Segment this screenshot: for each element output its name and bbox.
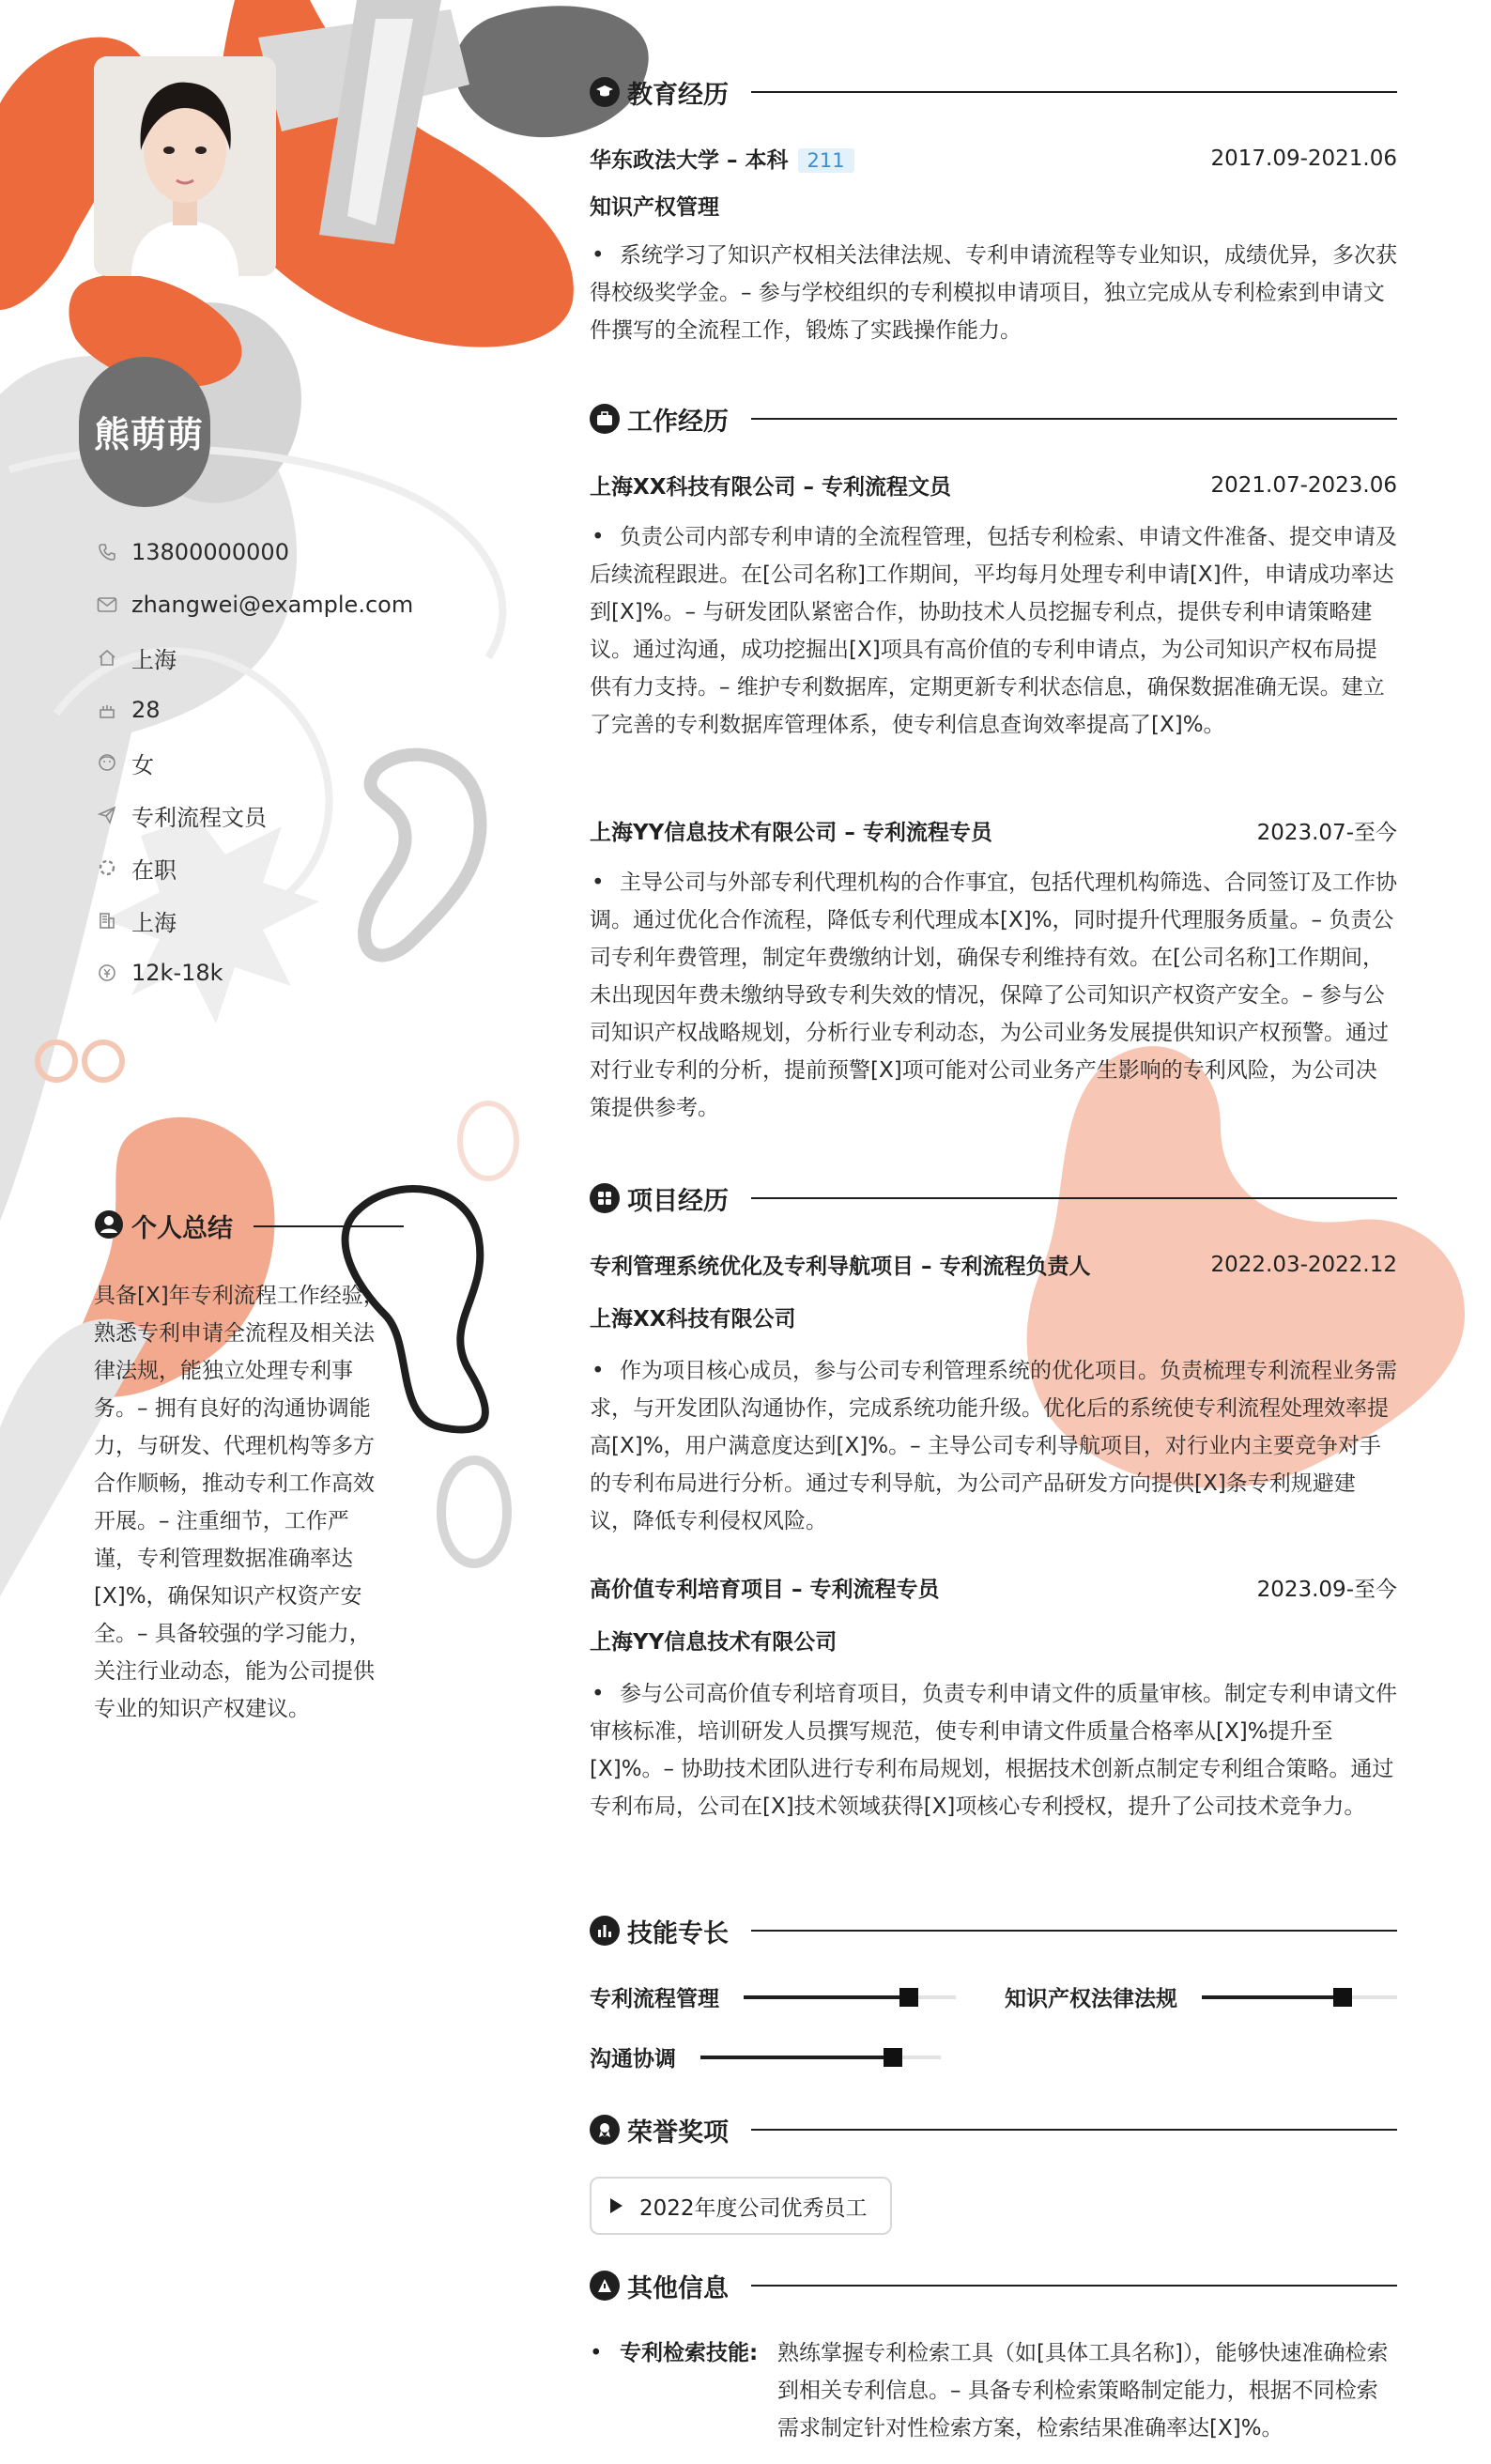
skill-level-bar	[700, 2056, 941, 2059]
project-date: 2022.03-2022.12	[1210, 1252, 1397, 1277]
skill-level-fill	[700, 2056, 893, 2059]
cake-icon	[94, 697, 120, 723]
contact-status	[94, 841, 413, 894]
bullet: •	[590, 2341, 603, 2365]
contact-list	[94, 526, 413, 999]
contact-age	[94, 684, 413, 736]
skill-level-fill	[744, 1995, 909, 1999]
project-company: 上海XX科技有限公司	[590, 1307, 796, 1332]
other-value: 熟练掌握专利检索工具（如[具体工具名称]），能够快速准确检索到相关专利信息。– 具备专利检索策略制定能力，根据不同检索需求制定针对性检索方案，检索结果准确率达[X]%。	[777, 2341, 1389, 2441]
send-icon	[94, 802, 120, 828]
home-icon	[94, 644, 120, 670]
avatar-photo	[94, 56, 276, 276]
info-icon	[590, 2271, 620, 2301]
skill-level-fill	[1202, 1995, 1343, 1999]
gender-icon	[94, 749, 120, 776]
skills-title: 技能专长	[627, 1918, 729, 1948]
skill-name: 专利流程管理	[590, 1987, 719, 2011]
work-company: 上海YY信息技术有限公司 – 专利流程专员	[590, 821, 992, 845]
other-item	[590, 2334, 1397, 2447]
candidate-name: 熊萌萌	[94, 414, 205, 455]
education-major: 知识产权管理	[590, 195, 719, 220]
skill-level-knob	[899, 1988, 918, 2007]
grid-icon	[590, 1183, 620, 1213]
projects-header	[590, 1179, 1397, 1217]
mail-icon	[94, 592, 120, 618]
status-text: 在职	[131, 856, 177, 884]
summary-header	[94, 1208, 404, 1244]
skill-item	[590, 1981, 956, 2012]
work-date: 2023.07-至今	[1256, 821, 1397, 845]
portrait-illustration	[94, 56, 276, 276]
work-divider	[751, 418, 1397, 420]
school-line	[590, 143, 854, 174]
skill-item	[1005, 1981, 1397, 2012]
gray-ring	[441, 1460, 507, 1563]
contact-phone	[94, 526, 413, 578]
summary-text: 具备[X]年专利流程工作经验，熟悉专利申请全流程及相关法律法规，能独立处理专利事务。– 拥有良好的沟通协调能力，与研发、代理机构等多方合作顺畅，推动专利工作高效开展。– 注重细节，工作严谨，专利管理数据准确率达[X]%，确保知识产权资产安全。– 具备较强的学习能力，关注行业动态，能为公司提供专业的知识产权建议。	[94, 1284, 385, 1721]
work-entry-header	[590, 815, 1397, 846]
education-description: • 系统学习了知识产权相关法律法规、专利申请流程等专业知识，成绩优异，多次获得校级奖学金。– 参与学校组织的专利模拟申请项目，独立完成从专利检索到申请文件撰写的全流程工作，锻炼了实践操作能力。	[590, 237, 1397, 349]
work-description: • 主导公司与外部专利代理机构的合作事宜，包括代理机构筛选、合同签订及工作协调。通过优化合作流程，降低专利代理成本[X]%，同时提升代理服务质量。– 负责公司专利年费管理，制定年费缴纳计划，确保专利维持有效。在[公司名称]工作期间，未出现因年费未缴纳导致专利失效的情况，保障了公司知识产权资产安全。– 参与公司知识产权战略规划，分析行业专利动态，为公司业务发展提供知识产权预警。通过对行业专利的分析，提前预警[X]项可能对公司业务产生影响的专利风险，为公司决策提供参考。	[590, 864, 1397, 1127]
project-description: • 作为项目核心成员，参与公司专利管理系统的优化项目。负责梳理专利流程业务需求，与开发团队沟通协作，完成系统功能升级。优化后的系统使专利流程处理效率提高[X]%，用户满意度达到[X]%。– 主导公司专利导航项目，对行业内主要竞争对手的专利布局进行分析。通过专利导航，为公司产品研发方向提供[X]条专利规避建议，降低专利侵权风险。	[590, 1352, 1397, 1540]
education-entry-header	[590, 143, 1397, 174]
salary-text: 12k-18k	[131, 960, 223, 986]
education-header	[590, 73, 1397, 111]
skill-level-knob	[1333, 1988, 1352, 2007]
education-title: 教育经历	[627, 80, 729, 110]
work-entry-header	[590, 470, 1397, 500]
phone-text: 13800000000	[131, 539, 289, 565]
project-company: 上海YY信息技术有限公司	[590, 1630, 838, 1655]
other-key: 专利检索技能:	[620, 2341, 759, 2365]
project-entry-header	[590, 1249, 1397, 1280]
award-tag	[590, 2177, 892, 2235]
projects-title: 项目经历	[627, 1186, 729, 1216]
work-header	[590, 400, 1397, 438]
contact-position	[94, 789, 413, 841]
skill-name: 沟通协调	[590, 2047, 676, 2071]
bar-chart-icon	[590, 1916, 620, 1946]
education-date: 2017.09-2021.06	[1210, 146, 1397, 171]
gender-text: 女	[131, 751, 154, 778]
phone-icon	[94, 539, 120, 565]
project-name: 专利管理系统优化及专利导航项目 – 专利流程负责人	[590, 1255, 1091, 1279]
summary-title: 个人总结	[131, 1214, 233, 1243]
gray-blob	[454, 6, 649, 137]
work-title: 工作经历	[627, 407, 729, 437]
outline-circle	[460, 1103, 516, 1178]
graduation-cap-icon	[590, 77, 620, 107]
skill-level-knob	[884, 2048, 902, 2067]
contact-email	[94, 578, 413, 631]
work-date: 2021.07-2023.06	[1210, 472, 1397, 498]
play-icon	[610, 2198, 623, 2213]
age-text: 28	[131, 697, 161, 723]
education-divider	[751, 91, 1397, 93]
projects-divider	[751, 1197, 1397, 1199]
skills-divider	[751, 1930, 1397, 1932]
award-icon	[590, 2115, 620, 2145]
work-company: 上海XX科技有限公司 – 专利流程文员	[590, 475, 951, 500]
other-header	[590, 2267, 1397, 2304]
contact-city	[94, 631, 413, 684]
status-icon	[94, 855, 120, 881]
position-text: 专利流程文员	[131, 804, 267, 831]
briefcase-icon	[590, 404, 620, 434]
skill-level-bar	[744, 1995, 956, 1999]
awards-header	[590, 2111, 1397, 2148]
contact-work-city	[94, 894, 413, 947]
skill-item	[590, 2041, 941, 2072]
summary-divider	[254, 1225, 404, 1227]
project-description: • 参与公司高价值专利培育项目，负责专利申请文件的质量审核。制定专利申请文件审核标准，培训研发人员撰写规范，使专利申请文件质量合格率从[X]%提升至[X]%。– 协助技术团队进行专利布局规划，根据技术创新点制定专利组合策略。通过专利布局，公司在[X]技术领域获得[X]项核心专利授权，提升了公司技术竞争力。	[590, 1675, 1397, 1825]
project-date: 2023.09-至今	[1256, 1578, 1397, 1602]
other-title: 其他信息	[627, 2273, 729, 2303]
award-text: 2022年度公司优秀员工	[639, 2195, 868, 2221]
skill-name: 知识产权法律法规	[1005, 1987, 1177, 2011]
school-name: 华东政法大学 – 本科	[590, 148, 789, 173]
skill-level-bar	[1202, 1995, 1397, 1999]
awards-divider	[751, 2129, 1397, 2131]
user-icon	[94, 1209, 124, 1243]
salary-icon	[94, 960, 120, 986]
city-text: 上海	[131, 646, 177, 673]
email-text: zhangwei@example.com	[131, 592, 414, 618]
project-name: 高价值专利培育项目 – 专利流程专员	[590, 1578, 940, 1602]
awards-title: 荣誉奖项	[627, 2118, 729, 2148]
building-icon	[94, 907, 120, 933]
contact-salary	[94, 947, 413, 999]
other-divider	[751, 2285, 1397, 2287]
work-city-text: 上海	[131, 909, 177, 936]
work-description: • 负责公司内部专利申请的全流程管理，包括专利检索、申请文件准备、提交申请及后续流程跟进。在[公司名称]工作期间，平均每月处理专利申请[X]件，申请成功率达到[X]%。– 与研发团队紧密合作，协助技术人员挖掘专利点，提供专利申请策略建议。通过沟通，成功挖掘出[X]项具有高价值的专利申请点，为公司知识产权布局提供有力支持。– 维护专利数据库，定期更新专利状态信息，确保数据准确无误。建立了完善的专利数据库管理体系，使专利信息查询效率提高了[X]%。	[590, 518, 1397, 744]
skills-header	[590, 1912, 1397, 1949]
outline-circle	[85, 1042, 122, 1080]
contact-gender	[94, 736, 413, 789]
project-entry-header	[590, 1572, 1397, 1603]
school-badge: 211	[798, 148, 854, 173]
